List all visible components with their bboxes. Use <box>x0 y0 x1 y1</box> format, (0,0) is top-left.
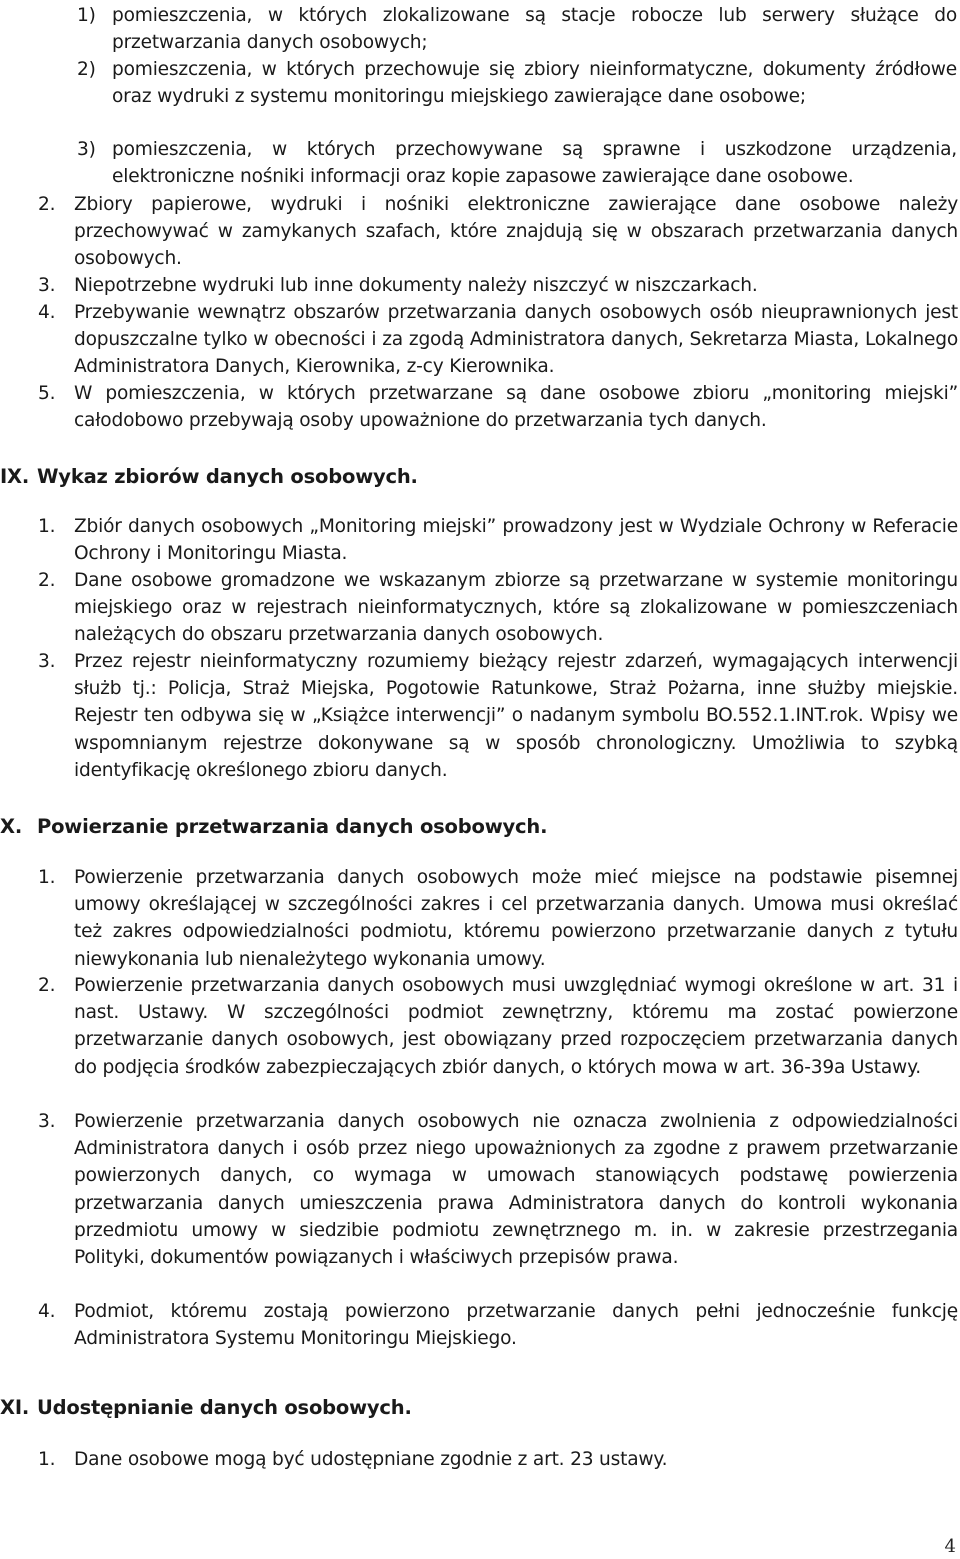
list-item-text: pomieszczenia, w których zlokalizowane są stacje robocze lub serwery służące do przetwarzania danych osobowych; <box>112 5 957 54</box>
list-item <box>38 272 958 300</box>
list-item <box>77 2 957 62</box>
list-item-number: 5. <box>38 383 56 404</box>
list-item-text: Powierzenie przetwarzania danych osobowych musi uwzględniać wymogi określone w art. 31 i nast. Ustawy. W szczególności podmiot zewnętrzny, któremu ma zostać powierzone przetwarzanie danych osobowych, jest obowiązany przed rozpoczęciem przetwarzania danych do podjęcia środków zabezpieczających zbiór danych, o których mowa w art. 36-39a Ustawy. <box>74 975 958 1078</box>
page-number: 4 <box>944 1536 956 1557</box>
list-item-number: 3. <box>38 1111 56 1132</box>
list-item <box>77 136 957 192</box>
list-item-number: 1. <box>38 1449 56 1470</box>
section-heading <box>0 1394 960 1422</box>
list-item-number: 2. <box>38 570 56 591</box>
list-item-number: 3) <box>77 139 96 160</box>
list-item-number: 4. <box>38 1301 56 1322</box>
list-item-text: pomieszczenia, w których przechowywane są sprawne i uszkodzone urządzenia, elektroniczne nośniki informacji oraz kopie zapasowe zawierające dane osobowe. <box>112 139 957 188</box>
list-item-text: Zbiór danych osobowych „Monitoring miejski” prowadzony jest w Wydziale Ochrony w Referacie Ochrony i Monitoringu Miasta. <box>74 516 958 565</box>
list-item-text: W pomieszczenia, w których przetwarzane są dane osobowe zbioru „monitoring miejski” całodobowo przebywają osoby upoważnione do przetwarzania tych danych. <box>74 383 958 432</box>
list-item-text: Niepotrzebne wydruki lub inne dokumenty należy niszczyć w niszczarkach. <box>74 275 758 296</box>
list-item-number: 4. <box>38 302 56 323</box>
list-item-number: 3. <box>38 275 56 296</box>
list-item-text: pomieszczenia, w których przechowuje się zbiory nieinformatyczne, dokumenty źródłowe oraz wydruki z systemu monitoringu miejskiego zawierające dane osobowe; <box>112 59 957 108</box>
section-title: Powierzanie przetwarzania danych osobowych. <box>37 815 548 838</box>
list-item <box>77 56 957 138</box>
list-item-number: 1. <box>38 516 56 537</box>
list-item-text: Przez rejestr nieinformatyczny rozumiemy bieżący rejestr zdarzeń, wymagających interwencji służb tj.: Policja, Straż Miejska, Pogotowie Ratunkowe, Straż Pożarna, inne służby miejskie. Rejestr ten odbywa się w „Książce interwencji” o nadanym symbolu BO.552.1.INT.rok. Wpisy we wspomnianym rejestrze dokonywane są w sposób chronologiczny. Umożliwia to szybką identyfikację określonego zbioru danych. <box>74 651 958 781</box>
section-title: Udostępnianie danych osobowych. <box>37 1396 412 1419</box>
section-title: Wykaz zbiorów danych osobowych. <box>37 465 418 488</box>
list-item-number: 2. <box>38 975 56 996</box>
list-item <box>38 380 958 436</box>
list-item-text: Powierzenie przetwarzania danych osobowych nie oznacza zwolnienia z odpowiedzialności Administratora danych i osób przez niego upoważnionych za zgodne z prawem przetwarzanie powierzonych danych, co wymaga w umowach stanowiących podstawę powierzenia przetwarzania danych umieszczenia prawa Administratora danych do kontroli wykonania przedmiotu umowy w siedzibie podmiotu zewnętrznego m. in. w zakresie przestrzegania Polityki, dokumentów powiązanych i właściwych przepisów prawa. <box>74 1111 958 1269</box>
list-item-number: 2. <box>38 194 56 215</box>
section-heading <box>0 463 960 491</box>
list-item-number: 1. <box>38 867 56 888</box>
list-item-text: Dane osobowe gromadzone we wskazanym zbiorze są przetwarzane w systemie monitoringu miejskiego oraz w rejestrach nieinformatycznych, które są zlokalizowane w pomieszczeniach należących do obszaru przetwarzania danych osobowych. <box>74 570 958 646</box>
list-item-text: Dane osobowe mogą być udostępniane zgodnie z art. 23 ustawy. <box>74 1449 668 1470</box>
list-item-text: Zbiory papierowe, wydruki i nośniki elektroniczne zawierające dane osobowe należy przechowywać w zamykanych szafach, które znajdują się w obszarach przetwarzania danych osobowych. <box>74 194 958 270</box>
list-item <box>38 972 958 1112</box>
section-numeral: IX. <box>0 465 30 488</box>
list-item-number: 1) <box>77 5 96 26</box>
section-numeral: XI. <box>0 1396 30 1419</box>
list-item-text: Podmiot, któremu zostają powierzono przetwarzanie danych pełni jednocześnie funkcję Administratora Systemu Monitoringu Miejskiego. <box>74 1301 958 1350</box>
list-item <box>38 1108 958 1302</box>
list-item-text: Przebywanie wewnątrz obszarów przetwarzania danych osobowych osób nieuprawnionych jest dopuszczalne tylko w obecności i za zgodą Administratora danych, Sekretarza Miasta, Lokalnego Administratora Danych, Kierownika, z-cy Kierownika. <box>74 302 958 378</box>
list-item <box>38 864 958 976</box>
list-item <box>38 1298 958 1354</box>
list-item-text: Powierzenie przetwarzania danych osobowych może mieć miejsce na podstawie pisemnej umowy określającej w szczególności zakres i cel przetwarzania danych. Umowa musi określać też zakres odpowiedzialności podmiotu, któremu powierzono przetwarzanie danych z tytułu niewykonania lub nienależytego wykonania umowy. <box>74 867 958 970</box>
section-heading <box>0 813 960 841</box>
list-item <box>38 567 958 651</box>
list-item <box>38 299 958 383</box>
list-item-number: 2) <box>77 59 96 80</box>
section-numeral: X. <box>0 815 23 838</box>
list-item <box>38 648 958 788</box>
list-item-number: 3. <box>38 651 56 672</box>
list-item <box>38 513 958 569</box>
list-item <box>38 191 958 275</box>
list-item <box>38 1446 958 1474</box>
